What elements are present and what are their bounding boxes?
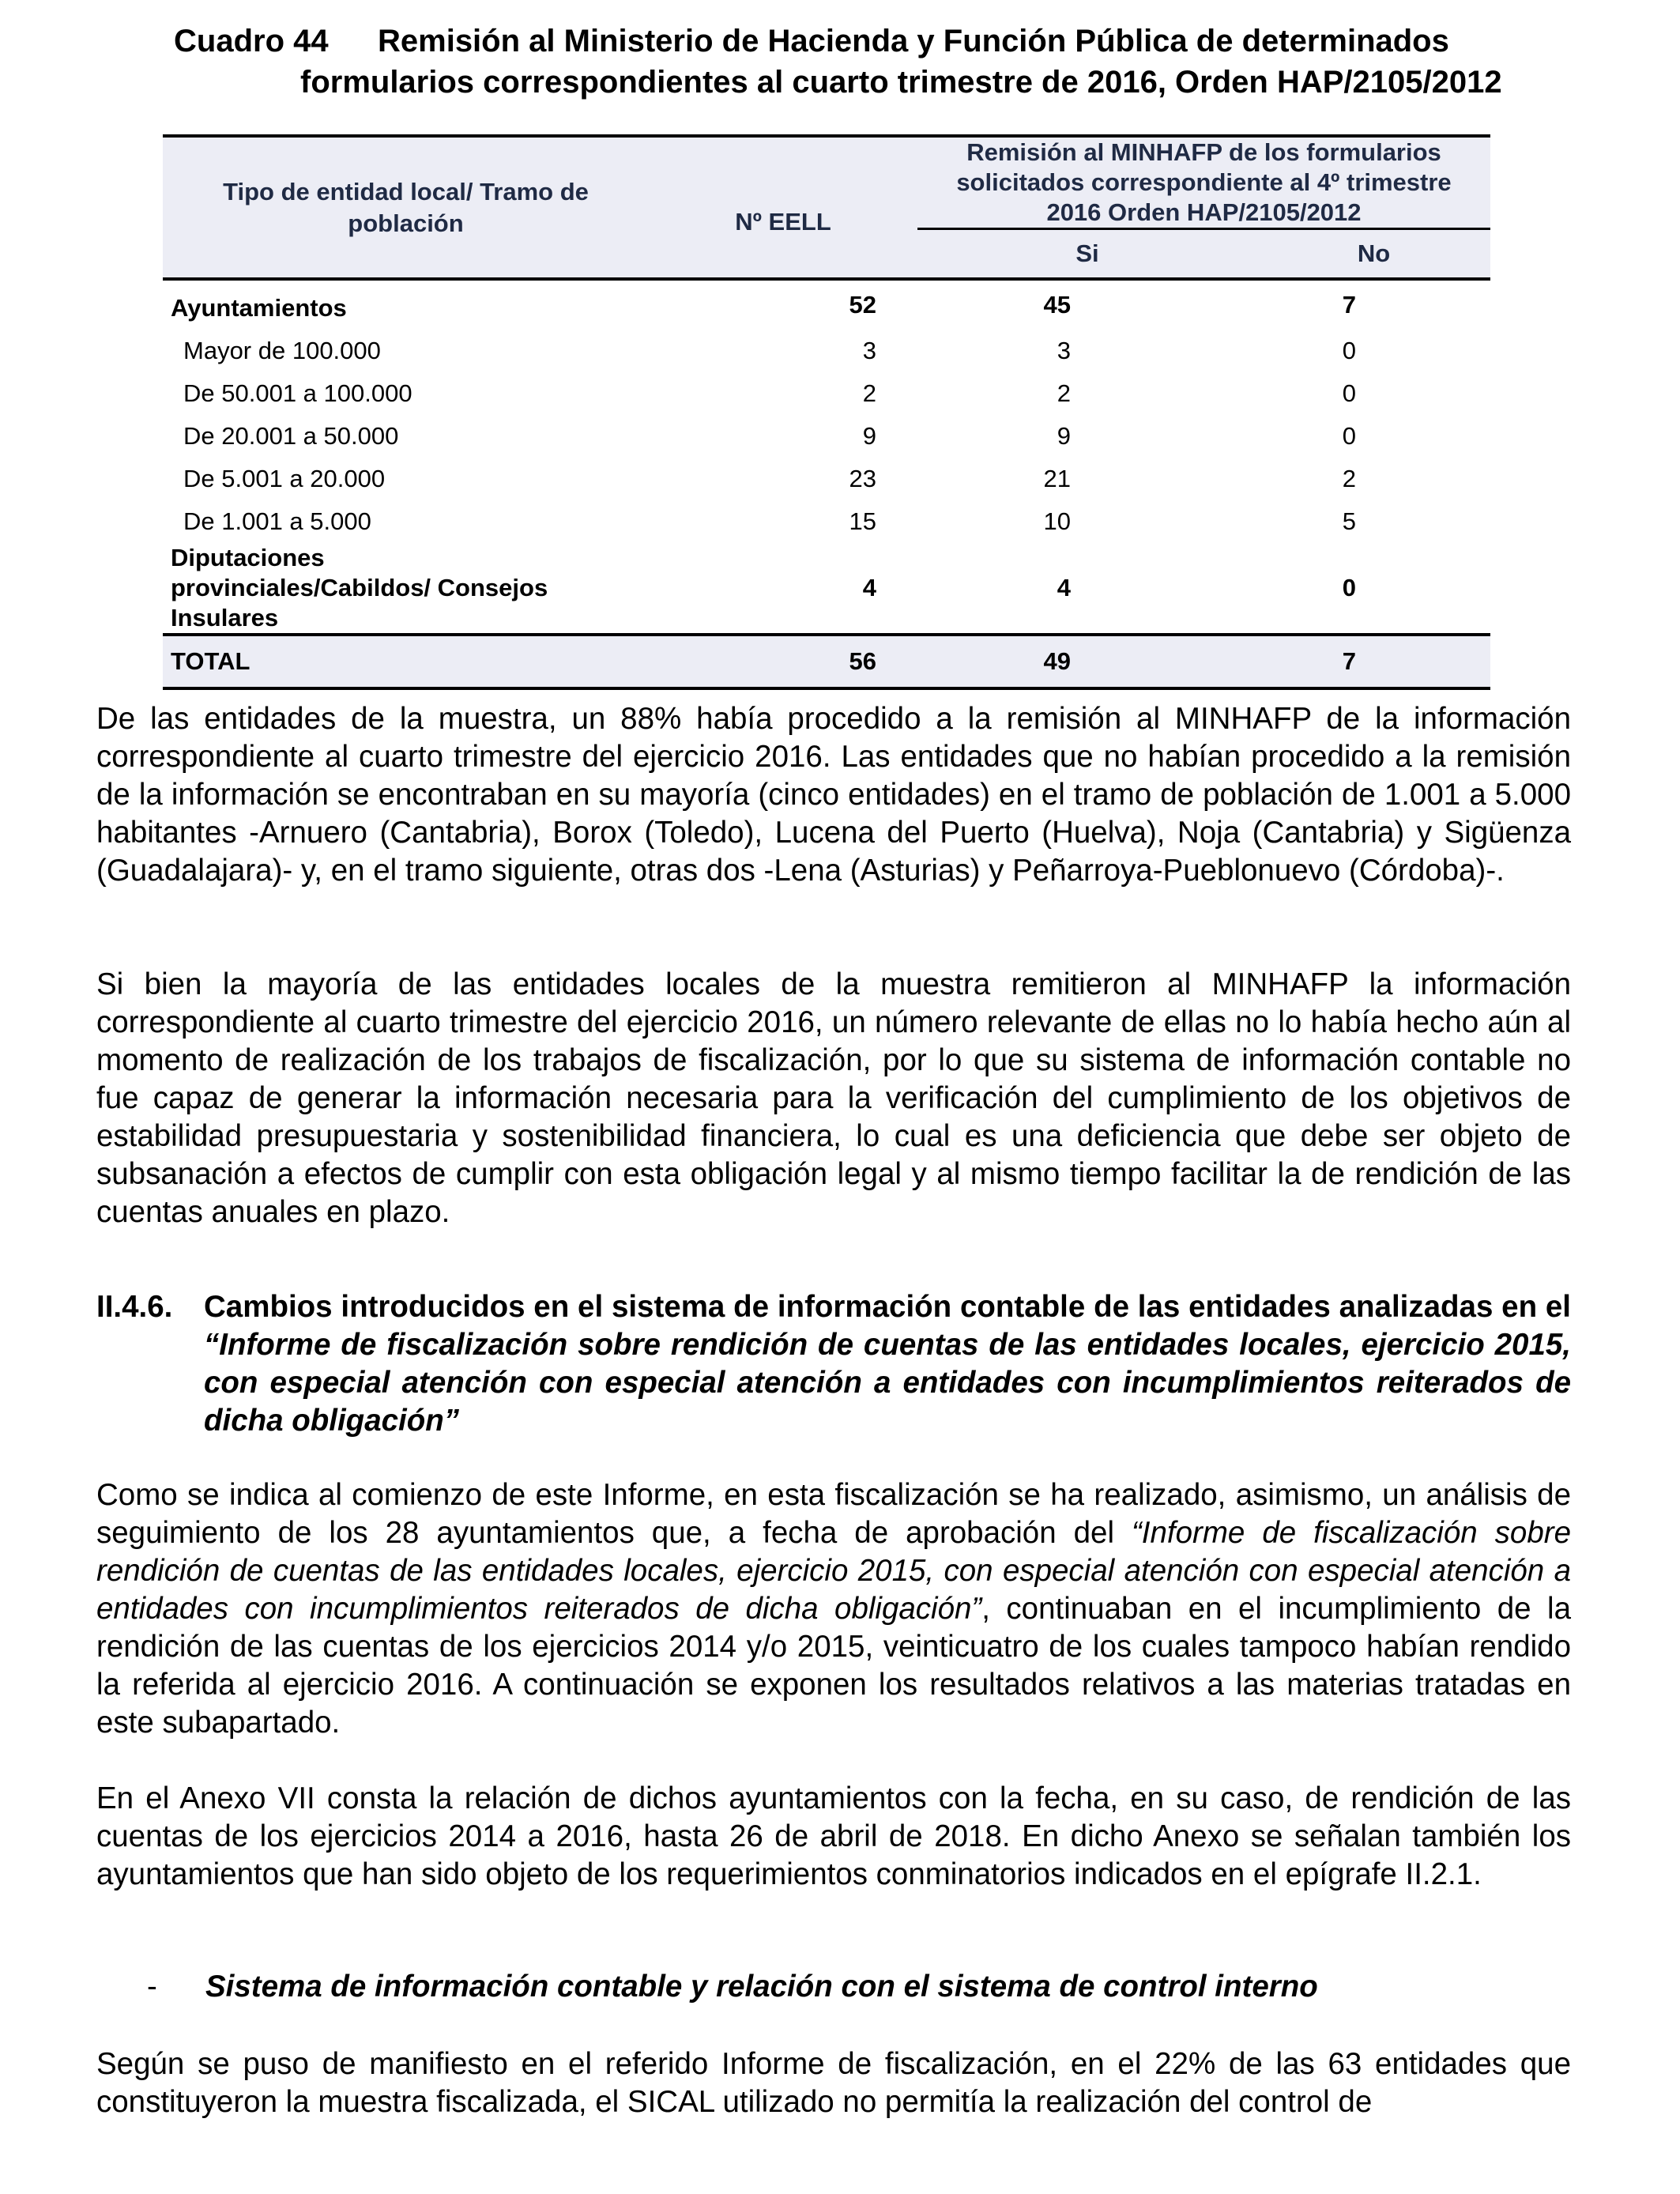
row-label: Diputaciones provinciales/Cabildos/ Consejos Insulares bbox=[171, 544, 548, 631]
table-row bbox=[163, 543, 1490, 635]
row-no: 0 bbox=[1342, 379, 1356, 407]
bullet-text: Sistema de información contable y relación con el sistema de control interno bbox=[205, 1970, 1318, 2004]
table-caption bbox=[174, 21, 1580, 103]
table-row bbox=[163, 415, 1490, 458]
row-no: 7 bbox=[1342, 291, 1356, 319]
row-si: 2 bbox=[1057, 379, 1071, 407]
header-no: No bbox=[1257, 229, 1490, 280]
caption-line-1: Remisión al Ministerio de Hacienda y Función Pública de determinados bbox=[378, 24, 1449, 58]
paragraph-1: De las entidades de la muestra, un 88% había procedido a la remisión al MINHAFP de la información correspondiente al cuarto trimestre del ejercicio 2016. Las entidades que no habían procedido a la remisión de la información se encontraban en su mayoría (cinco entidades) en el tramo de población de 1.001 a 5.000 habitantes -Arnuero (Cantabria), Borox (Toledo), Lucena del Puerto (Huelva), Noja (Cantabria) y Sigüenza (Guadalajara)- y, en el tramo siguiente, otras dos -Lena (Asturias) y Peñarroya-Pueblonuevo (Córdoba)-. bbox=[96, 702, 1571, 888]
section-number: II.4.6. bbox=[96, 1290, 173, 1324]
row-n: 52 bbox=[849, 291, 876, 319]
row-si: 9 bbox=[1057, 422, 1071, 450]
row-label: De 1.001 a 5.000 bbox=[183, 507, 371, 535]
row-no: 2 bbox=[1342, 465, 1356, 492]
row-n: 4 bbox=[862, 574, 876, 601]
row-no: 0 bbox=[1342, 337, 1356, 364]
total-label: TOTAL bbox=[163, 635, 649, 688]
row-si: 3 bbox=[1057, 337, 1071, 364]
row-si: 4 bbox=[1057, 574, 1071, 601]
row-label: Ayuntamientos bbox=[171, 294, 347, 322]
paragraph-3-part-a: Como se indica al comienzo de este Informe, en esta fiscalización se ha realizado, asimismo, un análisis de seguimiento de los 28 ayuntamientos que, a fecha de aprobación del bbox=[96, 1478, 1571, 1550]
row-label: De 20.001 a 50.000 bbox=[183, 422, 399, 450]
row-n: 2 bbox=[862, 379, 876, 407]
header-si: Si bbox=[917, 229, 1257, 280]
row-n: 9 bbox=[862, 422, 876, 450]
caption-label: Cuadro 44 bbox=[174, 24, 329, 58]
row-label: De 5.001 a 20.000 bbox=[183, 465, 386, 492]
caption-line-2: formularios correspondientes al cuarto trimestre de 2016, Orden HAP/2105/2012 bbox=[300, 65, 1502, 100]
paragraph-5: Según se puso de manifiesto en el referido Informe de fiscalización, en el 22% de las 63 entidades que constituyeron la muestra fiscalizada, el SICAL utilizado no permitía la realización del control de bbox=[96, 2047, 1571, 2119]
row-no: 0 bbox=[1342, 422, 1356, 450]
table-row bbox=[163, 458, 1490, 500]
table-row bbox=[163, 279, 1490, 330]
table-row bbox=[163, 330, 1490, 372]
row-n: 15 bbox=[849, 507, 876, 535]
total-n: 56 bbox=[649, 635, 917, 688]
section-title-italic: “Informe de fiscalización sobre rendición de cuentas de las entidades locales, ejercicio 2015, con especial atención con especial atención a entidades con incumplimientos reiterados de dicha obligación” bbox=[204, 1328, 1571, 1438]
section-heading bbox=[96, 1288, 1571, 1440]
total-no: 7 bbox=[1257, 635, 1490, 688]
paragraph-3-part-c: , continuaban en el incumplimiento de la rendición de las cuentas de los ejercicios 2014 y/o 2015, veinticuatro de los cuales tampoco habían rendido la referida al ejercicio 2016. A continuación se exponen los resultados relativos a las materias tratadas en este subapartado. bbox=[96, 1592, 1571, 1740]
row-label: Mayor de 100.000 bbox=[183, 337, 381, 364]
paragraph-4: En el Anexo VII consta la relación de dichos ayuntamientos con la fecha, en su caso, de rendición de las cuentas de los ejercicios 2014 a 2016, hasta 26 de abril de 2018. En dicho Anexo se señalan también los ayuntamientos que han sido objeto de los requerimientos conminatorios indicados en el epígrafe II.2.1. bbox=[96, 1781, 1571, 1891]
table-row bbox=[163, 500, 1490, 543]
row-label: De 50.001 a 100.000 bbox=[183, 379, 412, 407]
row-n: 23 bbox=[849, 465, 876, 492]
row-si: 21 bbox=[1043, 465, 1071, 492]
total-si: 49 bbox=[917, 635, 1257, 688]
row-no: 5 bbox=[1342, 507, 1356, 535]
bullet-dash: - bbox=[147, 1970, 157, 2004]
table-total-row bbox=[163, 635, 1490, 688]
row-si: 45 bbox=[1043, 291, 1071, 319]
section-title bbox=[204, 1288, 1571, 1440]
paragraph-2: Si bien la mayoría de las entidades locales de la muestra remitieron al MINHAFP la información correspondiente al cuarto trimestre del ejercicio 2016, un número relevante de ellas no lo había hecho aún al momento de realización de los trabajos de fiscalización, por lo que su sistema de información contable no fue capaz de generar la información necesaria para la verificación del cumplimiento de los objetivos de estabilidad presupuestaria y sostenibilidad financiera, lo cual es una deficiencia que debe ser objeto de subsanación a efectos de cumplir con esta obligación legal y al mismo tiempo facilitar la de rendición de las cuentas anuales en plazo. bbox=[96, 967, 1571, 1229]
header-remision: Remisión al MINHAFP de los formularios solicitados correspondiente al 4º trimestre 2016 Orden HAP/2105/2012 bbox=[917, 136, 1490, 229]
paragraph-3-italic: “Informe de fiscalización sobre rendición de cuentas de las entidades locales, ejercicio 2015, con especial atención con especial atención a entidades con incumplimientos reiterados de dicha obligación” bbox=[96, 1516, 1571, 1626]
row-no: 0 bbox=[1342, 574, 1356, 601]
row-n: 3 bbox=[862, 337, 876, 364]
paragraph-3 bbox=[96, 1476, 1571, 1742]
data-table-container bbox=[163, 134, 1490, 690]
table-row bbox=[163, 372, 1490, 415]
data-table bbox=[163, 134, 1490, 690]
header-tipo: Tipo de entidad local/ Tramo de población bbox=[163, 136, 649, 279]
header-n-eell: Nº EELL bbox=[649, 136, 917, 279]
bullet-heading bbox=[147, 1968, 1318, 2006]
section-title-plain: Cambios introducidos en el sistema de información contable de las entidades analizadas en el bbox=[204, 1290, 1571, 1324]
row-si: 10 bbox=[1043, 507, 1071, 535]
